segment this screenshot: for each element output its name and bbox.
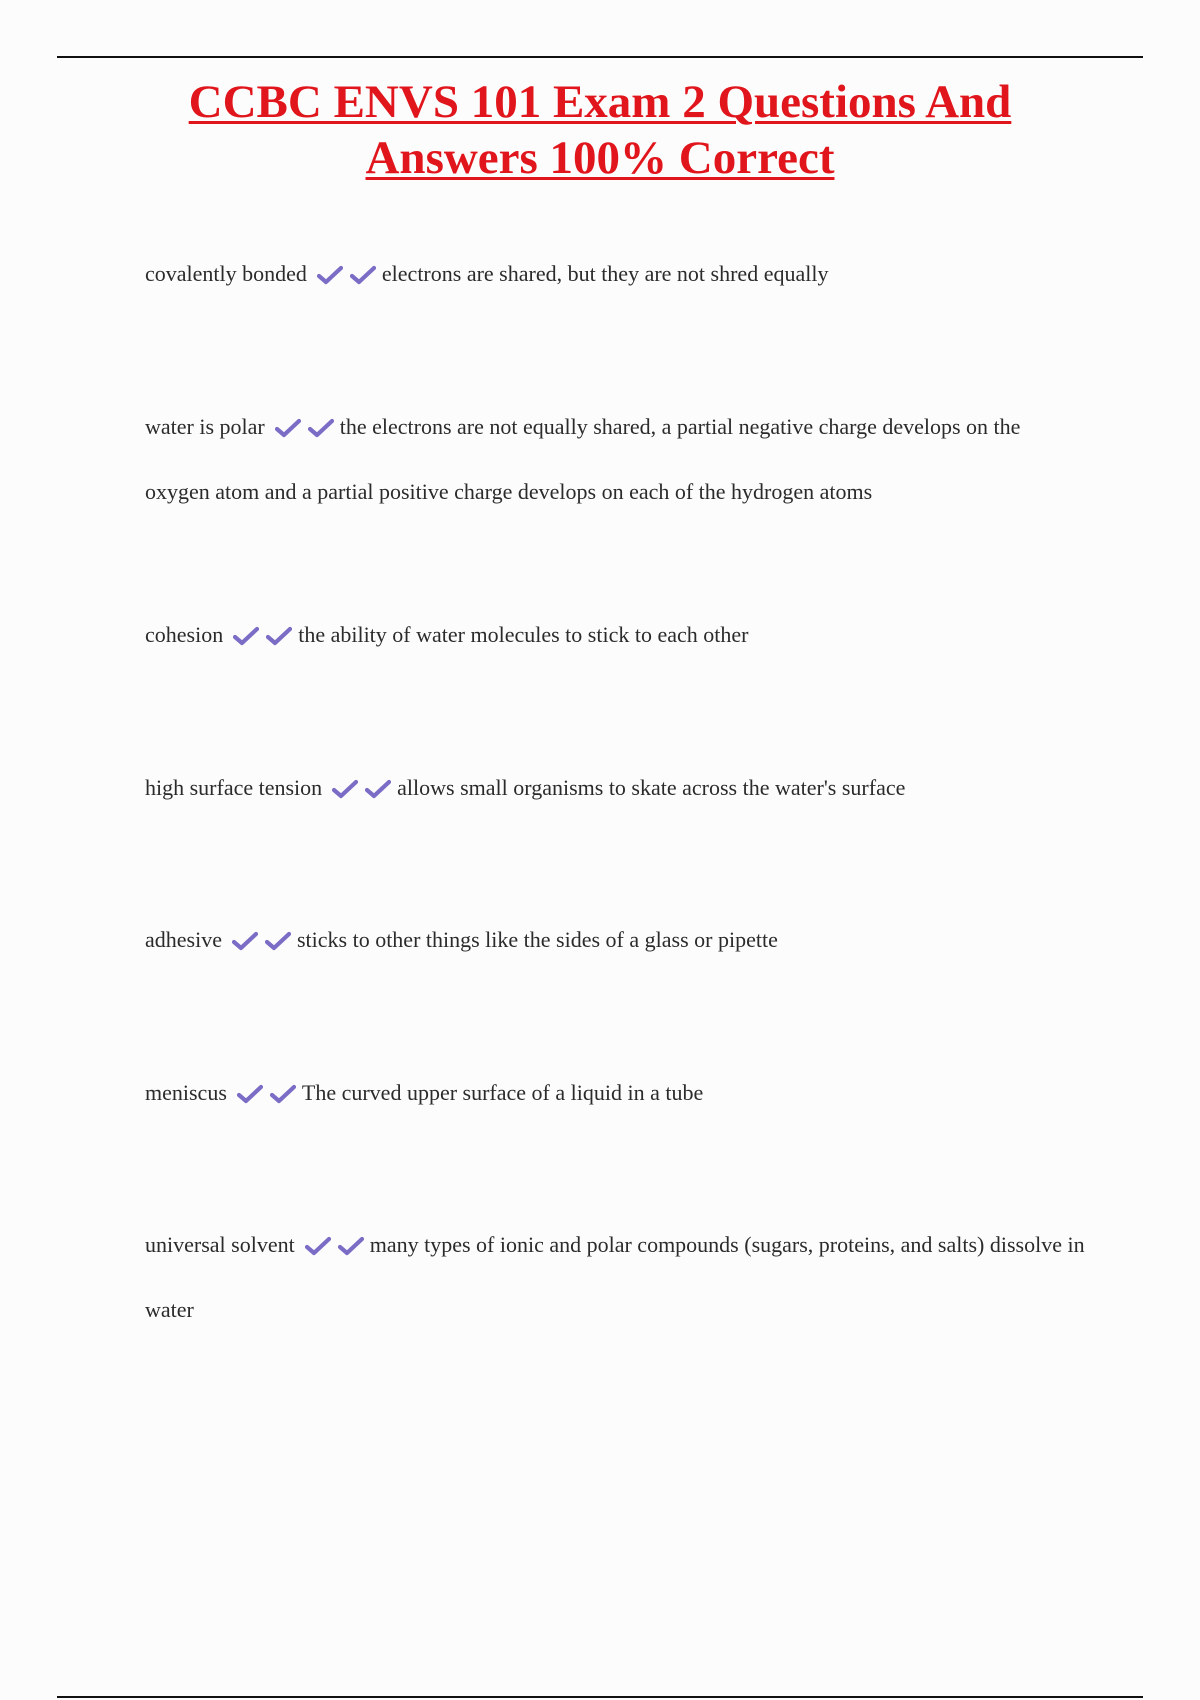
- double-check-icon: [237, 1066, 296, 1127]
- checkmark-icon: [232, 931, 258, 951]
- qa-term: high surface tension: [145, 775, 323, 800]
- qa-term: adhesive: [145, 927, 222, 952]
- double-check-icon: [233, 608, 292, 669]
- qa-definition: many types of ionic and polar compounds (sugars, proteins, and salts) dissolve in water: [145, 1232, 1085, 1322]
- checkmark-icon: [265, 931, 291, 951]
- qa-term: meniscus: [145, 1080, 227, 1105]
- document-title: [100, 74, 1100, 186]
- qa-definition: electrons are shared, but they are not shred equally: [381, 261, 829, 286]
- qa-term: universal solvent: [145, 1232, 295, 1257]
- checkmark-icon: [317, 265, 343, 285]
- checkmark-icon: [266, 626, 292, 646]
- checkmark-icon: [350, 265, 376, 285]
- checkmark-icon: [270, 1084, 296, 1104]
- double-check-icon: [275, 400, 334, 461]
- qa-definition: the ability of water molecules to stick to each other: [298, 622, 749, 647]
- checkmark-icon: [237, 1084, 263, 1104]
- qa-definition: the electrons are not equally shared, a partial negative charge develops on the oxygen atom and a partial positive charge develops on each of the hydrogen atoms: [145, 414, 1021, 504]
- qa-term: covalently bonded: [145, 261, 307, 286]
- checkmark-icon: [332, 779, 358, 799]
- title-line-1: CCBC ENVS 101 Exam 2 Questions And: [188, 76, 1012, 128]
- qa-item: [145, 243, 1085, 308]
- qa-item: [145, 757, 1085, 822]
- qa-item: [145, 396, 1085, 522]
- qa-item: [145, 604, 1085, 669]
- checkmark-icon: [275, 418, 301, 438]
- checkmark-icon: [308, 418, 334, 438]
- checkmark-icon: [365, 779, 391, 799]
- qa-definition: allows small organisms to skate across the water's surface: [397, 775, 906, 800]
- double-check-icon: [332, 761, 391, 822]
- checkmark-icon: [305, 1236, 331, 1256]
- qa-definition: sticks to other things like the sides of a glass or pipette: [296, 927, 778, 952]
- title-line-2: Answers 100% Correct: [365, 132, 835, 184]
- qa-term: cohesion: [145, 622, 224, 647]
- qa-item: [145, 1214, 1085, 1340]
- double-check-icon: [305, 1218, 364, 1279]
- checkmark-icon: [338, 1236, 364, 1256]
- checkmark-icon: [233, 626, 259, 646]
- double-check-icon: [317, 247, 376, 308]
- top-rule: [57, 56, 1143, 58]
- qa-term: water is polar: [145, 414, 265, 439]
- double-check-icon: [232, 913, 291, 974]
- qa-item: [145, 1062, 1085, 1127]
- qa-item: [145, 909, 1085, 974]
- bottom-rule: [57, 1696, 1143, 1698]
- qa-definition: The curved upper surface of a liquid in a tube: [301, 1080, 704, 1105]
